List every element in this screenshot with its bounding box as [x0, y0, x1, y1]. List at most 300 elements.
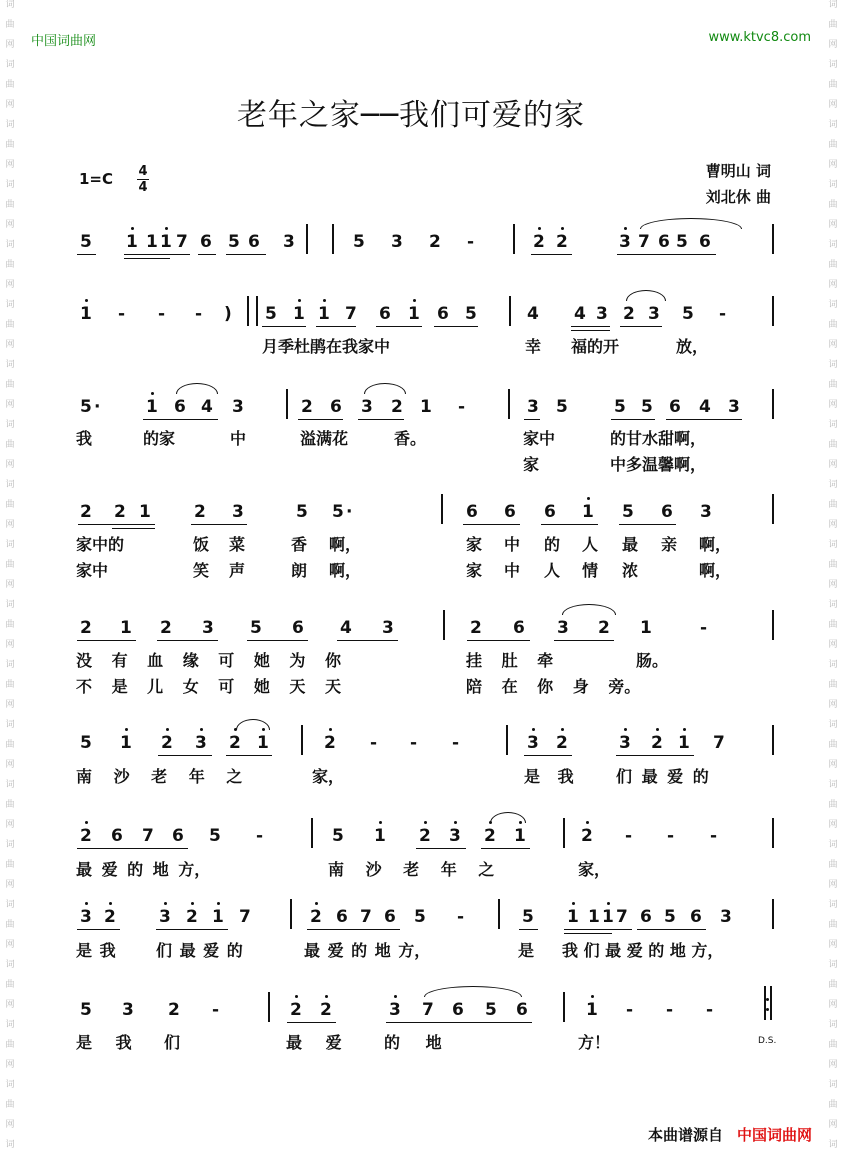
note: 2 [391, 397, 403, 417]
watermark-char: 网 [5, 820, 15, 830]
lyric-line: 浓 [622, 561, 639, 580]
note: 2 [114, 502, 126, 522]
note: 2 [581, 826, 593, 846]
beam-underline [77, 640, 136, 641]
watermark-char: 曲 [828, 860, 838, 870]
watermark-char: 词 [828, 60, 838, 70]
watermark-char: 网 [828, 100, 838, 110]
octave-dot [656, 728, 659, 731]
note: 1 [80, 304, 92, 324]
octave-dot [325, 995, 328, 998]
octave-dot [315, 902, 318, 905]
note: 7 [713, 733, 725, 753]
octave-dot [413, 299, 416, 302]
octave-dot [217, 902, 220, 905]
lyric-line: 最 [622, 535, 639, 554]
watermark-char: 曲 [828, 260, 838, 270]
barline [443, 610, 445, 640]
note: 2 [556, 733, 568, 753]
watermark-char: 曲 [5, 320, 15, 330]
note: 6 [669, 397, 681, 417]
dash: - [666, 1000, 674, 1020]
note: 5 [353, 232, 365, 252]
note: 2 [290, 1000, 302, 1020]
note: 1 [146, 232, 158, 252]
note: 1 [582, 502, 594, 522]
watermark-char: 曲 [828, 920, 838, 930]
lyric-line: 的 地 [384, 1033, 442, 1052]
key-signature: 1=C [79, 170, 114, 188]
beam-underline [467, 640, 530, 641]
beam-underline [298, 419, 343, 420]
watermark-char: 曲 [828, 980, 838, 990]
beam-underline [541, 524, 598, 525]
watermark-char: 曲 [5, 260, 15, 270]
lyric-line: 挂 肚 牵 [466, 651, 554, 670]
note: 3 [648, 304, 660, 324]
note: 1 [588, 907, 600, 927]
watermark-char: 网 [828, 1120, 838, 1130]
beam-underline [376, 326, 422, 327]
watermark-char: 网 [5, 280, 15, 290]
watermark-char: 网 [828, 760, 838, 770]
note: 4 [574, 304, 586, 324]
lyric-line: 溢满花 [300, 429, 349, 448]
beam-underline [77, 848, 188, 849]
note: 5 [80, 1000, 92, 1020]
lyric-line: 家 [523, 455, 540, 474]
watermark-char: 曲 [828, 1100, 838, 1110]
dash: - [256, 826, 264, 846]
tie-slur [490, 812, 526, 823]
note: 3 [232, 397, 244, 417]
watermark-char: 曲 [5, 680, 15, 690]
watermark-char: 曲 [828, 140, 838, 150]
note: 1 [120, 618, 132, 638]
barline [513, 224, 515, 254]
tie-slur [562, 604, 616, 615]
barline [498, 899, 500, 929]
watermark-char: 词 [828, 1020, 838, 1030]
octave-dot [323, 299, 326, 302]
note: 2 [324, 733, 336, 753]
barline [256, 296, 258, 326]
octave-dot [766, 998, 769, 1001]
note: · [94, 397, 101, 417]
octave-dot [151, 392, 154, 395]
beam-underline [158, 755, 212, 756]
dash: - [212, 1000, 220, 1020]
note: 2 [160, 618, 172, 638]
beam-underline [191, 524, 247, 525]
composer-credit: 刘北休 曲 [705, 188, 771, 206]
note: 7 [638, 232, 650, 252]
watermark-char: 曲 [5, 200, 15, 210]
beam-underline [78, 524, 155, 525]
lyric-line: 是 我 [76, 941, 116, 960]
note: 6 [658, 232, 670, 252]
beam-underline [156, 929, 228, 930]
octave-dot [85, 299, 88, 302]
octave-dot [379, 821, 382, 824]
dash: - [667, 826, 675, 846]
lyric-line: 亲 [661, 535, 678, 554]
lyric-line: 的甘水甜啊， [610, 429, 707, 448]
watermark-char: 网 [828, 880, 838, 890]
note: 2 [484, 826, 496, 846]
dash: - [158, 304, 166, 324]
dash: - [467, 232, 475, 252]
watermark-char: 词 [5, 1140, 15, 1150]
octave-dot [624, 728, 627, 731]
lyric-line: 家 [466, 535, 483, 554]
lyric-line: 声 [229, 561, 246, 580]
beam-underline [571, 326, 610, 327]
beam-underline [157, 640, 218, 641]
dash: - [706, 1000, 714, 1020]
lyric-line: 家中 [76, 561, 109, 580]
note: 6 [172, 826, 184, 846]
beam-underline [564, 929, 632, 930]
watermark-char: 曲 [5, 1040, 15, 1050]
watermark-char: 词 [828, 420, 838, 430]
note: 1 [318, 304, 330, 324]
octave-dot [166, 728, 169, 731]
octave-dot [454, 821, 457, 824]
watermark-char: 网 [828, 1000, 838, 1010]
watermark-char: 词 [5, 660, 15, 670]
dash: - [410, 733, 418, 753]
note: 3 [619, 232, 631, 252]
note: 2 [598, 618, 610, 638]
note: 2 [161, 733, 173, 753]
watermark-char: 词 [5, 840, 15, 850]
dash: - [700, 618, 708, 638]
lyric-line: 家中的 [76, 535, 125, 554]
watermark-char: 词 [5, 540, 15, 550]
watermark-char: 网 [828, 940, 838, 950]
tie-slur [364, 383, 406, 394]
barline [301, 725, 303, 755]
octave-dot [683, 728, 686, 731]
watermark-char: 词 [828, 180, 838, 190]
note: 2 [419, 826, 431, 846]
octave-dot [561, 728, 564, 731]
lyric-line: 最 爱 的 地 方， [76, 860, 211, 879]
watermark-char: 词 [828, 0, 838, 10]
watermark-char: 词 [5, 600, 15, 610]
watermark-char: 网 [828, 640, 838, 650]
barline [563, 818, 565, 848]
note: 3 [391, 232, 403, 252]
note: 3 [700, 502, 712, 522]
tie-slur [640, 218, 742, 229]
lyric-line: 的家 [143, 429, 176, 448]
note: 5 [664, 907, 676, 927]
note: 6 [336, 907, 348, 927]
note: 6 [292, 618, 304, 638]
beam-underline [198, 254, 216, 255]
barline [772, 494, 774, 524]
lyric-line: 香。 [394, 429, 427, 448]
note: 3 [619, 733, 631, 753]
barline [772, 818, 774, 848]
note: 5 [80, 733, 92, 753]
watermark-char: 曲 [5, 740, 15, 750]
note: 3 [527, 397, 539, 417]
note: 6 [330, 397, 342, 417]
note: 5 [209, 826, 221, 846]
watermark-char: 曲 [828, 320, 838, 330]
note: 4 [699, 397, 711, 417]
watermark-char: 网 [828, 520, 838, 530]
meter-bottom: 4 [138, 180, 148, 195]
note: 2 [104, 907, 116, 927]
lyric-line: 不 是 儿 女 可 她 天 天 [76, 677, 341, 696]
dash: - [458, 397, 466, 417]
note: 7 [142, 826, 154, 846]
watermark-char: 曲 [828, 1040, 838, 1050]
lyric-line: 幸 [525, 337, 542, 356]
dash: - [457, 907, 465, 927]
note: 5 [641, 397, 653, 417]
note: 6 [248, 232, 260, 252]
note: 2 [168, 1000, 180, 1020]
watermark-char: 网 [5, 100, 15, 110]
beam-underline [463, 524, 520, 525]
beam-underline [519, 929, 538, 930]
note: 6 [174, 397, 186, 417]
barline [764, 986, 766, 1020]
lyric-line: 方！ [578, 1033, 611, 1052]
lyric-line: 最 爱 的 地 方， [304, 941, 431, 960]
beam-underline [77, 254, 96, 255]
lyric-line: 菜 [229, 535, 246, 554]
watermark-char: 曲 [5, 560, 15, 570]
note: 3 [449, 826, 461, 846]
beam-underline [531, 254, 572, 255]
watermark-char: 曲 [5, 20, 15, 30]
beam-underline [637, 929, 706, 930]
note: 3 [232, 502, 244, 522]
note: 3 [557, 618, 569, 638]
watermark-char: 词 [828, 360, 838, 370]
beam-underline [616, 755, 694, 756]
octave-dot [538, 227, 541, 230]
watermark-char: 网 [5, 760, 15, 770]
beam-underline [571, 330, 610, 331]
note: 5 [465, 304, 477, 324]
note: 5 [332, 502, 344, 522]
barline [441, 494, 443, 524]
octave-dot [131, 227, 134, 230]
beam-underline [226, 755, 272, 756]
watermark-char: 网 [828, 160, 838, 170]
watermark-char: 曲 [5, 860, 15, 870]
note: 5 [522, 907, 534, 927]
note: 6 [437, 304, 449, 324]
note: 1 [257, 733, 269, 753]
octave-dot [394, 995, 397, 998]
octave-dot [165, 227, 168, 230]
watermark-char: 网 [5, 40, 15, 50]
lyric-line: 的 [544, 535, 561, 554]
watermark-char: 网 [5, 160, 15, 170]
lyric-line: 中 [504, 561, 521, 580]
watermark-char: 词 [828, 660, 838, 670]
beam-underline [386, 1022, 532, 1023]
note: 6 [699, 232, 711, 252]
watermark-char: 词 [5, 60, 15, 70]
watermark-char: 曲 [828, 500, 838, 510]
beam-underline [611, 419, 655, 420]
watermark-char: 网 [828, 340, 838, 350]
lyric-line: 人 [582, 535, 599, 554]
beam-underline [666, 419, 742, 420]
watermark-char: 词 [828, 300, 838, 310]
watermark-char: 词 [5, 120, 15, 130]
barline [332, 224, 334, 254]
beam-underline [112, 528, 155, 529]
note: 5 [228, 232, 240, 252]
note: 1 [420, 397, 432, 417]
note: 1 [139, 502, 151, 522]
note: 1 [160, 232, 172, 252]
note: 6 [661, 502, 673, 522]
tie-slur [236, 719, 270, 730]
beam-underline [143, 419, 218, 420]
site-url-right[interactable]: www.ktvc8.com [708, 30, 811, 45]
footer-brand-link[interactable]: 中国词曲网 [736, 1126, 812, 1144]
barline [772, 610, 774, 640]
note: 1 [120, 733, 132, 753]
lyric-line: 我 们 最 爱 的 地 方， [562, 941, 724, 960]
note: 1 [212, 907, 224, 927]
octave-dot [591, 995, 594, 998]
note: 2 [556, 232, 568, 252]
barline [306, 224, 308, 254]
note: 1 [374, 826, 386, 846]
octave-dot [561, 227, 564, 230]
note: 6 [690, 907, 702, 927]
octave-dot [191, 902, 194, 905]
octave-dot [109, 902, 112, 905]
note: 3 [159, 907, 171, 927]
watermark-char: 网 [828, 280, 838, 290]
lyric-line: 南 沙 老 年 之 [76, 767, 243, 786]
beam-underline [247, 640, 308, 641]
watermark-char: 网 [5, 640, 15, 650]
beam-underline [620, 326, 662, 327]
note: 3 [720, 907, 732, 927]
lyric-line: 香 [291, 535, 308, 554]
note: 3 [283, 232, 295, 252]
site-name-left[interactable]: 中国词曲网 [31, 34, 97, 49]
note: 2 [194, 502, 206, 522]
lyric-line: 啊， [329, 561, 362, 580]
watermark-char: 词 [5, 720, 15, 730]
lyric-line: 没 有 血 缘 可 她 为 你 [76, 651, 341, 670]
watermark-char: 词 [5, 1020, 15, 1030]
note: 3 [202, 618, 214, 638]
note: 6 [513, 618, 525, 638]
note: ) [224, 304, 232, 324]
note: 2 [310, 907, 322, 927]
note: 7 [345, 304, 357, 324]
lyric-line: 家中 [523, 429, 556, 448]
note: 1 [678, 733, 690, 753]
lyric-line: 放， [676, 337, 709, 356]
dash: - [710, 826, 718, 846]
lyric-line: 啊， [699, 535, 732, 554]
octave-dot [424, 821, 427, 824]
watermark-char: 网 [828, 700, 838, 710]
note: 7 [176, 232, 188, 252]
watermark-char: 网 [828, 1060, 838, 1070]
watermark-char: 网 [5, 1060, 15, 1070]
note: 2 [229, 733, 241, 753]
barline [772, 899, 774, 929]
note: 1 [293, 304, 305, 324]
watermark-char: 网 [5, 400, 15, 410]
beam-underline [619, 524, 676, 525]
note: 6 [544, 502, 556, 522]
watermark-char: 网 [828, 820, 838, 830]
lyric-line: 家 [466, 561, 483, 580]
note: 4 [527, 304, 539, 324]
barline [509, 296, 511, 326]
note: 2 [651, 733, 663, 753]
note: 2 [80, 618, 92, 638]
watermark-char: 网 [5, 220, 15, 230]
footer-source [648, 1124, 812, 1145]
note: 3 [382, 618, 394, 638]
lyric-line: 中 [230, 429, 247, 448]
beam-underline [434, 326, 478, 327]
lyric-line: 家， [312, 767, 345, 786]
barline [268, 992, 270, 1022]
watermark-char: 网 [5, 460, 15, 470]
beam-underline [416, 848, 466, 849]
note: 1 [586, 1000, 598, 1020]
note: 5 [80, 397, 92, 417]
lyric-line: 中多温馨啊， [610, 455, 707, 474]
watermark-char: 词 [5, 480, 15, 490]
note: 6 [640, 907, 652, 927]
watermark-char: 曲 [828, 200, 838, 210]
watermark-char: 词 [5, 1080, 15, 1090]
lyric-line: 陪 在 你 身 旁。 [466, 677, 641, 696]
watermark-char: 网 [5, 700, 15, 710]
octave-dot [572, 902, 575, 905]
note: 1 [640, 618, 652, 638]
note: 5 [250, 618, 262, 638]
dash: - [118, 304, 126, 324]
note: 2 [80, 502, 92, 522]
note: 6 [466, 502, 478, 522]
watermark-char: 词 [828, 720, 838, 730]
beam-underline [316, 326, 356, 327]
beam-underline [287, 1022, 336, 1023]
beam-underline [124, 258, 170, 259]
note: 4 [340, 618, 352, 638]
note: 3 [122, 1000, 134, 1020]
barline [508, 389, 510, 419]
watermark-char: 曲 [5, 980, 15, 990]
note: 6 [379, 304, 391, 324]
watermark-char: 词 [828, 1080, 838, 1090]
lyric-line: 月季杜鹃在我家中 [262, 337, 391, 356]
